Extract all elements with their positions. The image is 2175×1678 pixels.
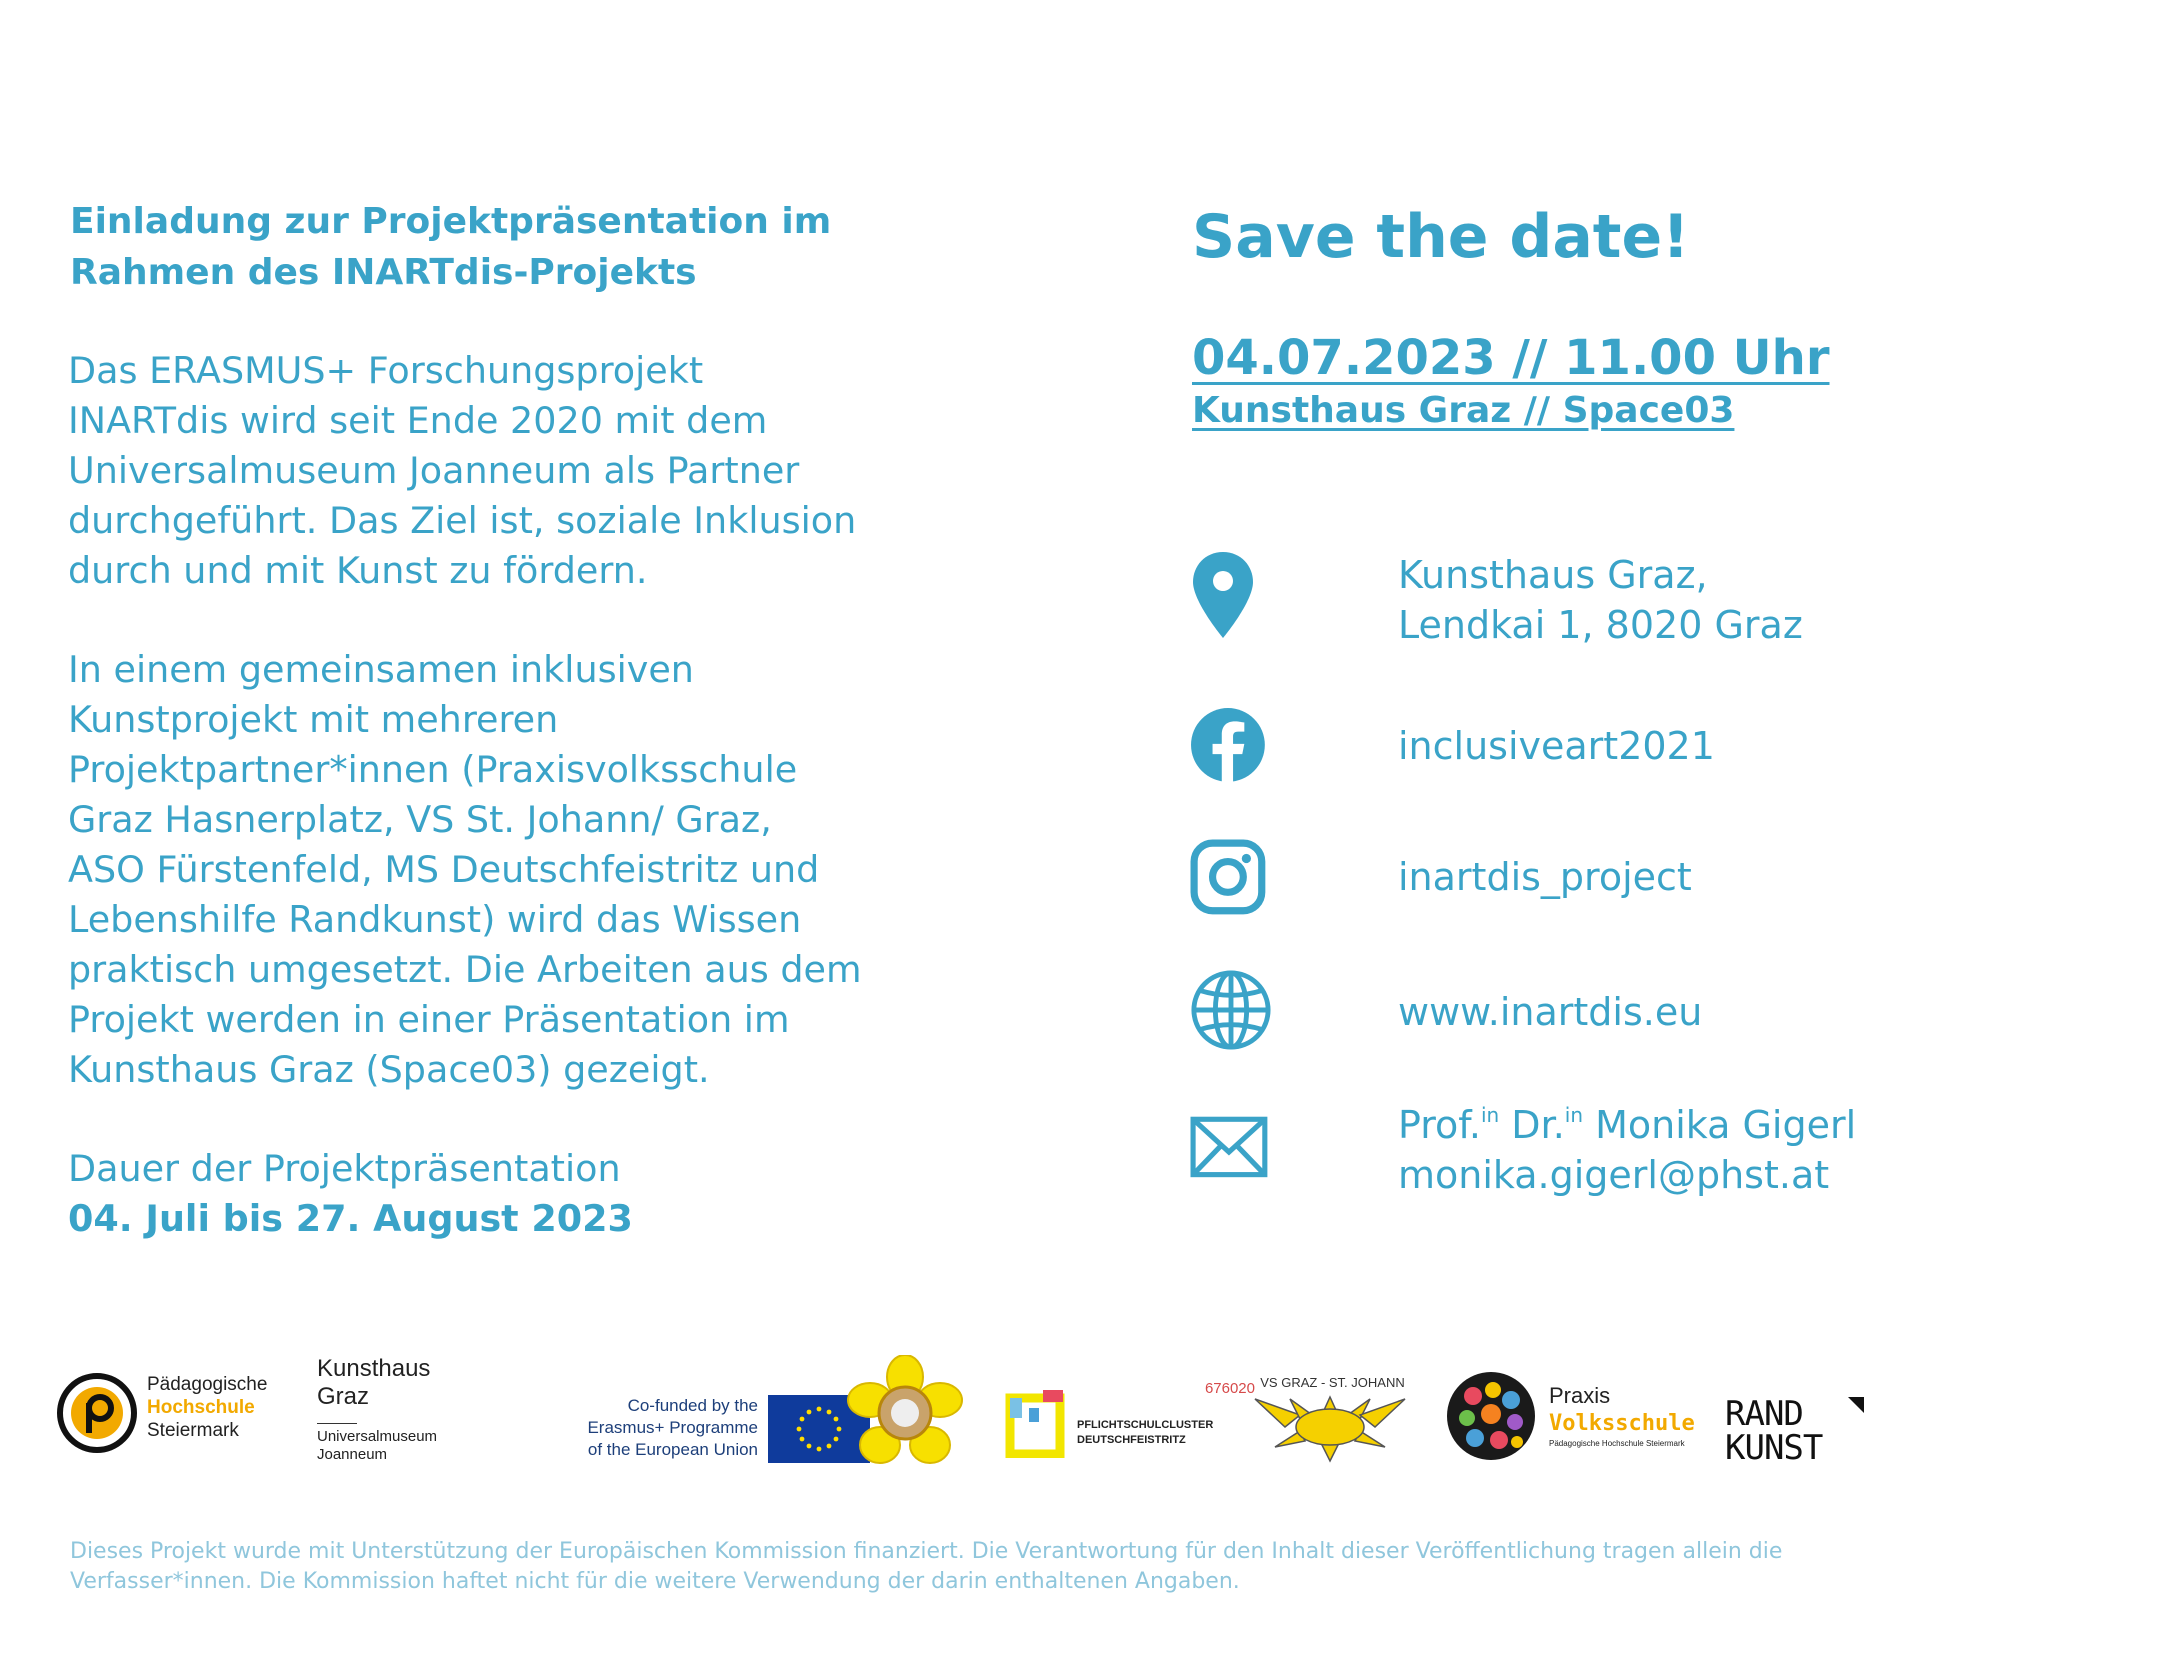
phst-logo: [55, 1365, 295, 1465]
phst-text: Steiermark: [147, 1420, 239, 1441]
facebook-icon[interactable]: [1190, 703, 1272, 793]
text-line: Kunsthaus Graz (Space03) gezeigt.: [68, 1048, 710, 1091]
facebook-row[interactable]: [1190, 703, 2090, 813]
praxis-text: Praxis: [1549, 1383, 1611, 1408]
instagram-row[interactable]: [1190, 835, 2090, 945]
email-row[interactable]: [1190, 1100, 2090, 1210]
text-line: INARTdis wird seit Ende 2020 mit dem: [68, 399, 768, 442]
save-the-date-title: Save the date!: [1192, 202, 1690, 272]
phst-text: Hochschule: [147, 1397, 255, 1418]
praxis-text: Pädagogische Hochschule Steiermark: [1549, 1439, 1685, 1448]
duration-value: 04. Juli bis 27. August 2023: [68, 1197, 633, 1240]
text-line: In einem gemeinsamen inklusiven: [68, 648, 694, 691]
funding-disclaimer: Dieses Projekt wurde mit Unterstützung der Europäischen Kommission finanziert. Die Verantwortung für den Inhalt dieser Veröffentlichung tragen allein die Verfasser*innen. Die Kommission haftet nicht für die weitere Verwendung der darin enthaltenen Angaben.: [70, 1539, 1783, 1594]
text-line: Lebenshilfe Randkunst) wird das Wissen: [68, 898, 802, 941]
invitation-heading: [70, 196, 970, 298]
text-line: Das ERASMUS+ Forschungsprojekt: [68, 349, 704, 392]
text-line: Kunstprojekt mit mehreren: [68, 698, 559, 741]
randkunst-text: KUNST: [1725, 1428, 1823, 1468]
address-line: Kunsthaus Graz,: [1398, 553, 1708, 597]
kunsthaus-text: Graz: [317, 1383, 370, 1410]
project-paragraph: [68, 645, 968, 1095]
partner-logos: [55, 1355, 1875, 1495]
address-line: Lendkai 1, 8020 Graz: [1398, 603, 1803, 647]
event-date-time: 04.07.2023 // 11.00 Uhr: [1192, 330, 1830, 386]
event-venue: Kunsthaus Graz // Space03: [1192, 390, 1735, 431]
randkunst-text: RAND: [1725, 1394, 1803, 1434]
daffodil-logo: [840, 1355, 970, 1475]
text-line: ASO Fürstenfeld, MS Deutschfeistritz und: [68, 848, 820, 891]
website-row[interactable]: [1190, 965, 2090, 1075]
heading-line: Rahmen des INARTdis-Projekts: [70, 252, 697, 293]
eu-cofunded-logo: [480, 1395, 870, 1475]
cluster-text: DEUTSCHFEISTRITZ: [1077, 1434, 1186, 1446]
contact-email[interactable]: monika.gigerl@phst.at: [1398, 1153, 1830, 1197]
vs-graz-text: VS GRAZ - ST. JOHANN: [1260, 1375, 1405, 1390]
pflichtschulcluster-logo: [1005, 1380, 1265, 1480]
mail-icon[interactable]: [1190, 1104, 1272, 1194]
text-line: Universalmuseum Joanneum als Partner: [68, 449, 800, 492]
location-pin-icon: [1190, 550, 1272, 640]
vs-graz-st-johann-logo: [1245, 1375, 1420, 1485]
website-link[interactable]: www.inartdis.eu: [1398, 990, 1703, 1034]
intro-paragraph: [68, 346, 968, 596]
cluster-text: PFLICHTSCHULCLUSTER: [1077, 1419, 1214, 1431]
duration-block: [68, 1144, 968, 1244]
text-line: durch und mit Kunst zu fördern.: [68, 549, 648, 592]
eu-text: Erasmus+ Programme: [587, 1418, 758, 1437]
facebook-handle[interactable]: inclusiveart2021: [1398, 724, 1715, 768]
joanneum-text: Universalmuseum: [317, 1428, 438, 1445]
joanneum-text: Joanneum: [317, 1446, 388, 1463]
cluster-number: 676020: [1204, 1380, 1255, 1397]
duration-label: Dauer der Projektpräsentation: [68, 1147, 621, 1190]
text-line: praktisch umgesetzt. Die Arbeiten aus dem: [68, 948, 862, 991]
praxis-text: Volksschule: [1549, 1411, 1695, 1436]
globe-icon[interactable]: [1190, 965, 1272, 1055]
text-line: durchgeführt. Das Ziel ist, soziale Inklusion: [68, 499, 857, 542]
praxis-volksschule-logo: [1445, 1370, 1705, 1480]
kunsthaus-joanneum-logo: [317, 1355, 467, 1485]
randkunst-logo: [1725, 1394, 1875, 1477]
contact-person: Prof.$^{in}$ Dr.$^{in}$ Monika Gigerl: [1398, 1103, 1857, 1147]
phst-text: Pädagogische: [147, 1374, 268, 1395]
text-line: Projekt werden in einer Präsentation im: [68, 998, 790, 1041]
instagram-handle[interactable]: inartdis_project: [1398, 855, 1692, 899]
text-line: Projektpartner*innen (Praxisvolksschule: [68, 748, 798, 791]
kunsthaus-text: Kunsthaus: [317, 1355, 431, 1382]
instagram-icon[interactable]: [1190, 835, 1272, 925]
text-line: Graz Hasnerplatz, VS St. Johann/ Graz,: [68, 798, 772, 841]
praxis-mark: [1445, 1370, 1537, 1462]
address-row: [1190, 550, 2090, 660]
randkunst-corner: [1848, 1397, 1864, 1413]
cluster-mark: [1005, 1388, 1069, 1458]
logo-divider: [317, 1423, 357, 1424]
phst-mark: [57, 1373, 137, 1453]
eu-text: Co-funded by the: [627, 1396, 758, 1415]
heading-line: Einladung zur Projektpräsentation im: [70, 201, 832, 242]
eu-text: of the European Union: [587, 1440, 758, 1459]
sun-mark: [1245, 1395, 1415, 1465]
